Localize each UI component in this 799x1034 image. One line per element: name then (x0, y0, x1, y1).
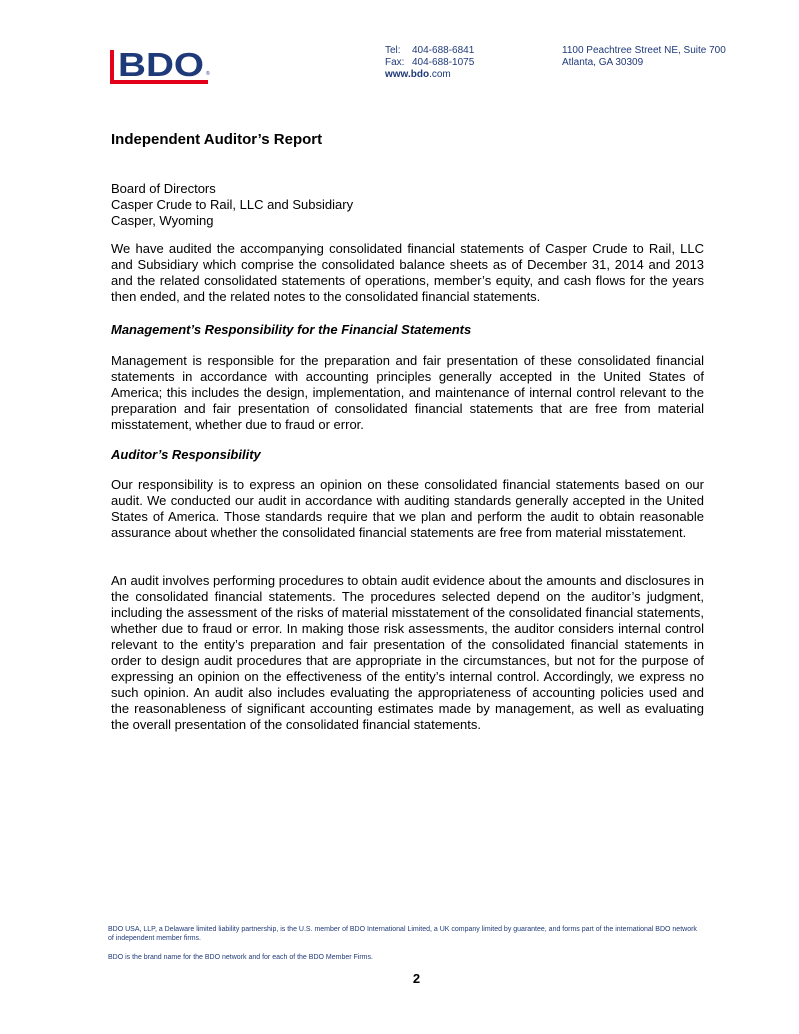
management-responsibility-paragraph: Management is responsible for the preparation and fair presentation of these consolidated financial statements in accordance with accounting principles generally accepted in the United States of America; this includes the design, implementation, and maintenance of internal control relevant to the preparation and fair presentation of consolidated financial statements that are free from material misstatement, whether due to fraud or error. (111, 353, 704, 432)
auditor-responsibility-paragraph-2: An audit involves performing procedures to obtain audit evidence about the amounts and disclosures in the consolidated financial statements. The procedures selected depend on the auditor’s judgment, including the assessment of the risks of material misstatement of the consolidated financial statements, whether due to fraud or error. In making those risk assessments, the auditor considers internal control relevant to the entity’s preparation and fair presentation of the consolidated financial statements in order to design audit procedures that are appropriate in the circumstances, but not for the purpose of expressing an opinion on the effectiveness of the entity’s internal control. Accordingly, we express no such opinion. An audit also includes evaluating the appropriateness of accounting policies used and the reasonableness of significant accounting estimates made by management, as well as evaluating the overall presentation of the consolidated financial statements. (111, 573, 704, 732)
tel-value: 404-688-6841 (412, 45, 475, 56)
bdo-logo (110, 46, 214, 86)
contact-address-block (562, 45, 762, 69)
intro-paragraph: We have audited the accompanying consolidated financial statements of Casper Crude to Rail, LLC and Subsidiary which comprise the consolidated balance sheets as of December 31, 2014 and 2013 and the related consolidated statements of operations, member’s equity, and cash flows for the years then ended, and the related notes to the consolidated financial statements. (111, 241, 704, 304)
management-responsibility-heading: Management’s Responsibility for the Financial Statements (111, 322, 472, 337)
report-title: Independent Auditor’s Report (111, 131, 323, 148)
address-line-2: Atlanta, GA 30309 (562, 57, 644, 68)
auditor-responsibility-paragraph-1: Our responsibility is to express an opinion on these consolidated financial statements based on our audit. We conducted our audit in accordance with auditing standards generally accepted in the United States of America. Those standards require that we plan and perform the audit to obtain reasonable assurance about whether the consolidated financial statements are free from material misstatement. (111, 477, 704, 540)
svg-text:®: ® (206, 71, 210, 77)
contact-phone-block (385, 45, 525, 81)
footer-legal-text: BDO USA, LLP, a Delaware limited liability partnership, is the U.S. member of BDO International Limited, a UK company limited by guarantee, and forms part of the international BDO network of independent member firms. (108, 926, 697, 942)
website-link[interactable] (385, 69, 525, 81)
page-number: 2 (412, 971, 421, 986)
addressee-line: Casper, Wyoming (111, 213, 214, 228)
fax-value: 404-688-1075 (412, 57, 475, 68)
footer-brand-text: BDO is the brand name for the BDO network and for each of the BDO Member Firms. (108, 954, 373, 961)
addressee-line: Casper Crude to Rail, LLC and Subsidiary (111, 197, 354, 212)
addressee-block (111, 181, 353, 229)
addressee-line: Board of Directors (111, 181, 216, 196)
auditor-responsibility-heading: Auditor’s Responsibility (111, 447, 261, 462)
web-suffix: .com (429, 69, 451, 80)
web-prefix: www. (385, 69, 411, 80)
tel-label: Tel: (385, 45, 401, 56)
logo-text: BDO (118, 46, 204, 83)
address-line-1: 1100 Peachtree Street NE, Suite 700 (562, 45, 726, 56)
fax-label: Fax: (385, 57, 405, 68)
web-bold: bdo (410, 69, 430, 80)
